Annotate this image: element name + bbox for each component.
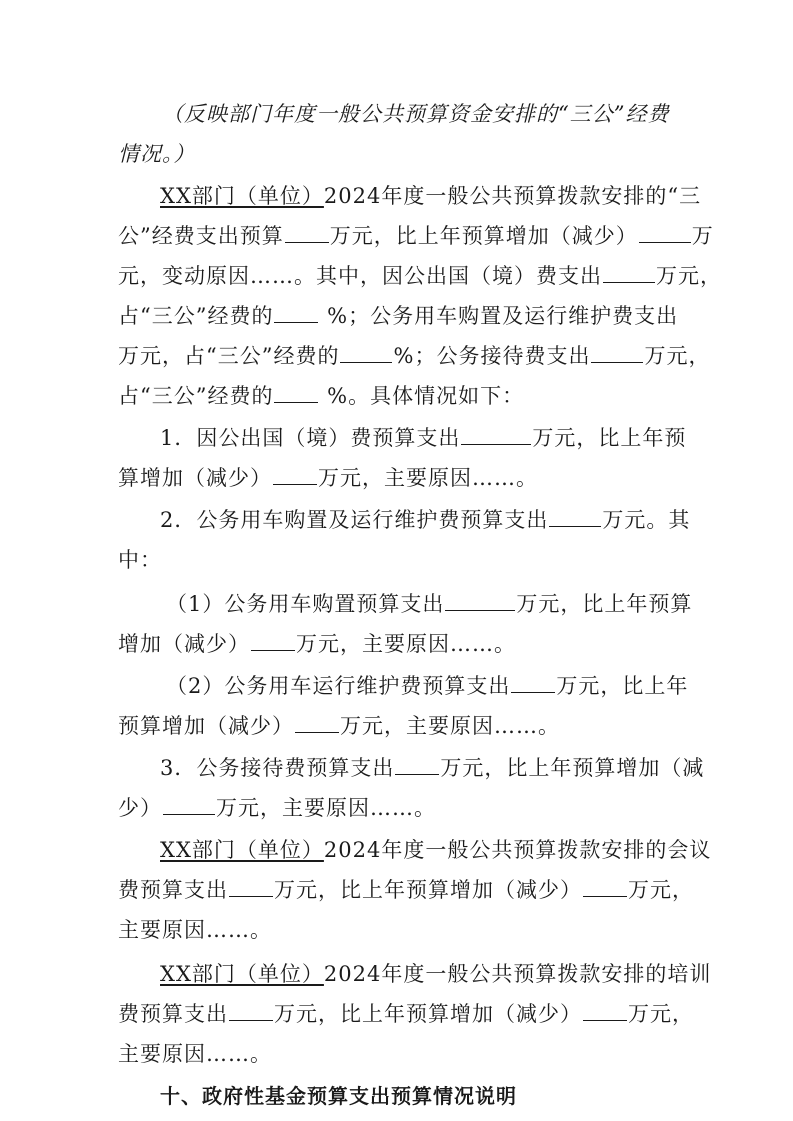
blank-field [461, 426, 531, 445]
blank-field [229, 1002, 273, 1021]
item2-line-1: 2．公务用车购置及运行维护费预算支出 万元。其 [160, 508, 691, 532]
blank-field [285, 224, 329, 243]
blank-field [295, 714, 339, 733]
training-line-3: 主要原因……。 [118, 1042, 272, 1066]
blank-field [603, 264, 655, 283]
training-line-1: XX部门（单位）2024年度一般公共预算拨款安排的培训 [160, 962, 712, 986]
meeting-line-2: 费预算支出 万元，比上年预算增加（减少） 万元， [118, 878, 694, 902]
blank-field [274, 304, 318, 323]
p1-line-6: 占“三公”经费的 %。具体情况如下： [118, 384, 525, 408]
p1-line-2: 公”经费支出预算 万元，比上年预算增加（减少） 万 [118, 224, 714, 248]
blank-field [340, 344, 392, 363]
p1-line-3: 元，变动原因……。其中，因公出国（境）费支出 万元， [118, 264, 722, 288]
sub2-line-1: （2）公务用车运行维护费预算支出 万元，比上年 [166, 674, 689, 698]
intro-line-1: （反映部门年度一般公共预算资金安排的“三公”经费 [162, 102, 670, 126]
unit-name: XX部门（单位） [160, 184, 324, 208]
training-line-2: 费预算支出 万元，比上年预算增加（减少） 万元， [118, 1002, 694, 1026]
meeting-line-1: XX部门（单位）2024年度一般公共预算拨款安排的会议 [160, 838, 712, 862]
blank-field [583, 1002, 627, 1021]
blank-field [163, 796, 215, 815]
p1-line-4: 占“三公”经费的 %；公务用车购置及运行维护费支出 [118, 304, 679, 328]
blank-field [591, 344, 643, 363]
blank-field [639, 224, 691, 243]
section-heading: 十、政府性基金预算支出预算情况说明 [160, 1084, 517, 1108]
sub1-line-1: （1）公务用车购置预算支出 万元，比上年预算 [166, 592, 693, 616]
sub1-line-2: 增加（减少） 万元，主要原因……。 [118, 632, 516, 656]
p1-line-1: XX部门（单位）2024年度一般公共预算拨款安排的“三 [160, 184, 702, 208]
item3-line-2: 少） 万元，主要原因……。 [118, 796, 436, 820]
sub2-line-2: 预算增加（减少） 万元，主要原因……。 [118, 714, 560, 738]
blank-field [583, 878, 627, 897]
item3-line-1: 3．公务接待费预算支出 万元，比上年预算增加（减 [160, 756, 705, 780]
meeting-line-3: 主要原因……。 [118, 918, 272, 942]
item2-line-2: 中： [118, 548, 162, 572]
unit-name: XX部门（单位） [160, 838, 324, 862]
unit-name: XX部门（单位） [160, 962, 324, 986]
item1-line-1: 1．因公出国（境）费预算支出 万元，比上年预 [160, 426, 687, 450]
p1-line-5: 万元，占“三公”经费的 %；公务接待费支出 万元， [118, 344, 711, 368]
blank-field [445, 592, 515, 611]
blank-field [511, 674, 555, 693]
blank-field [251, 632, 295, 651]
blank-field [395, 756, 439, 775]
intro-line-2: 情况。） [118, 142, 196, 166]
blank-field [549, 508, 601, 527]
blank-field [273, 466, 317, 485]
blank-field [229, 878, 273, 897]
blank-field [274, 384, 318, 403]
item1-line-2: 算增加（减少） 万元，主要原因……。 [118, 466, 538, 490]
